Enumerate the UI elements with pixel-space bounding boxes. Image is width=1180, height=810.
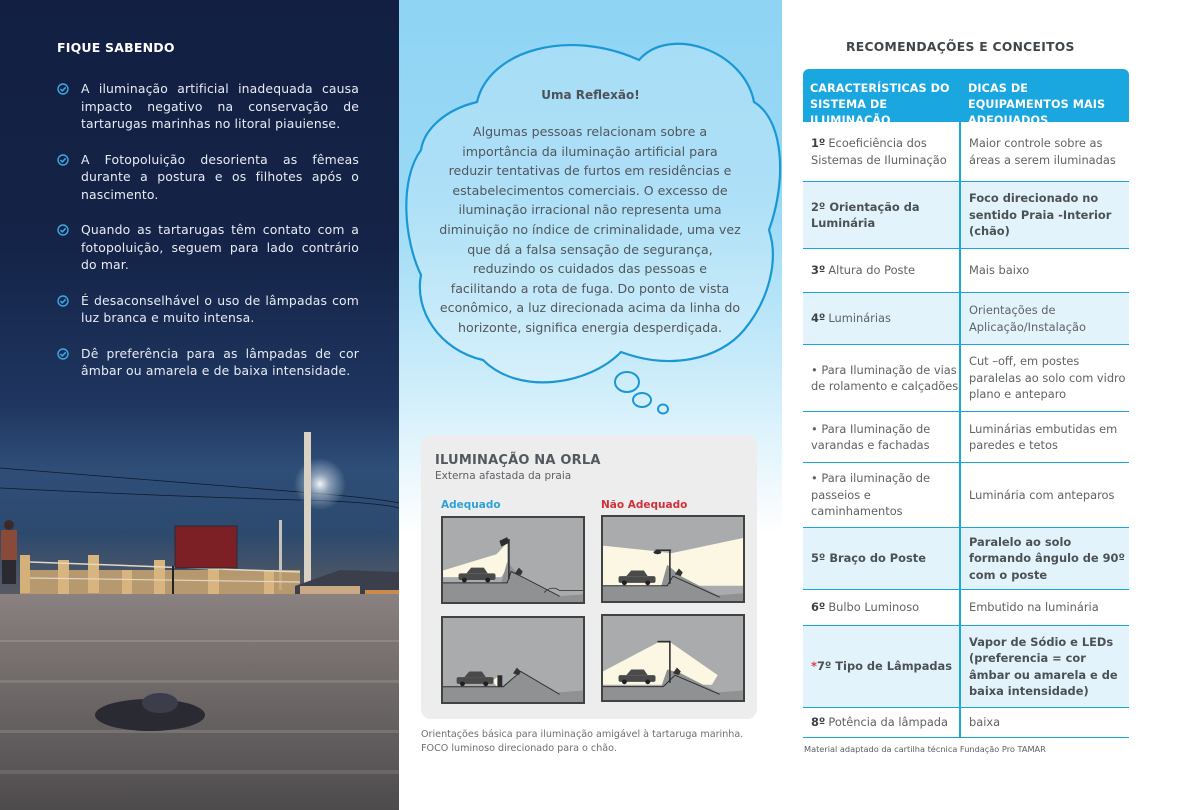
cell-text (811, 362, 959, 395)
row-tip: Cut –off, em postes paralelas ao solo com vidro plano e anteparo (969, 354, 1126, 402)
light-pole (304, 432, 311, 598)
cell-text (811, 310, 891, 327)
reflexao-line: reduzindo os cuidados das pessoas e (473, 261, 707, 277)
table-row (803, 249, 1129, 293)
fact-item (57, 151, 359, 204)
row-tip: Maior controle sobre as áreas a serem iluminadas (969, 136, 1116, 167)
table-row (803, 182, 1129, 249)
check-circle-icon (57, 224, 69, 236)
cell-caracteristica (803, 528, 961, 589)
fact-text: É desaconselhável o uso de lâmpadas com luz branca e muito intensa. (81, 292, 359, 325)
row-label: 7º Tipo de Lâmpadas (816, 659, 953, 674)
cell-dica (961, 412, 1129, 462)
table-row (803, 590, 1129, 626)
person-silhouette (1, 520, 17, 584)
bollard-light (497, 675, 502, 686)
check-circle-icon (57, 154, 69, 166)
row-label: • Para iluminação de passeios e caminhamentos (811, 471, 931, 519)
cell-dica (961, 708, 1129, 737)
table-row (803, 708, 1129, 738)
lamp-head (654, 550, 662, 554)
row-tip: Paralelo ao solo formando ângulo de 90º com o poste (969, 534, 1125, 582)
fique-sabendo-title: FIQUE SABENDO (57, 40, 175, 55)
thought-bubble-medium (633, 393, 651, 407)
row-number: 4º (811, 311, 826, 326)
iluminacao-orla-card (421, 435, 757, 719)
inadequate-street-light-illustration (601, 515, 745, 603)
cell-text (811, 199, 959, 232)
row-label: Altura do Poste (828, 263, 915, 278)
table-body (803, 122, 1129, 738)
cell-text (811, 599, 919, 616)
beach-night-photo (0, 400, 399, 810)
cell-dica (961, 528, 1129, 589)
cell-caracteristica (803, 708, 961, 737)
reflexao-line: econômico, a luz direcionada acima da linha do (439, 300, 741, 316)
lamp-head (499, 537, 509, 547)
pole (669, 549, 671, 583)
cell-text (811, 550, 926, 567)
cell-caracteristica (803, 293, 961, 344)
sand (0, 594, 399, 810)
adequate-low-bollard-illustration (441, 616, 585, 704)
caption-line: Orientações básica para iluminação amigável à tartaruga marinha. (421, 729, 744, 740)
row-label: • Para Iluminação de varandas e fachadas (811, 421, 931, 452)
cell-caracteristica (803, 122, 961, 181)
fact-item (57, 345, 359, 380)
cell-text (811, 421, 959, 454)
caption-line: FOCO luminoso direcionado para o chão. (421, 743, 617, 754)
cell-text (811, 658, 952, 675)
cell-caracteristica (803, 590, 961, 625)
table-row (803, 345, 1129, 412)
pole (669, 641, 671, 683)
fact-text: A iluminação artificial inadequada causa impacto negativo na conservação de tartarugas marinhas no litoral piauiense. (81, 81, 359, 131)
orla-caption (421, 728, 766, 756)
reflexao-panel (399, 0, 782, 810)
reflexao-line: reduzir tentativas de furtos em residências e (448, 163, 732, 179)
row-tip: Mais baixo (969, 263, 1030, 278)
cell-dica (961, 293, 1129, 344)
row-tip: Vapor de Sódio e LEDs (preferencia = cor âmbar ou amarela e de baixa intensidade) (969, 634, 1118, 698)
cell-text (811, 470, 959, 520)
fique-sabendo-panel (0, 0, 399, 810)
fact-text: Dê preferência para as lâmpadas de cor âmbar ou amarela e de baixa intensidade. (81, 345, 359, 378)
table-row (803, 122, 1129, 182)
inadequate-wide-light-illustration (601, 614, 745, 702)
fact-text: Quando as tartarugas têm contato com a fotopoluição, seguem para lado contrário do mar. (81, 222, 359, 272)
turtle-shell (142, 693, 178, 713)
recomendacoes-panel (782, 0, 1180, 810)
label-nao-adequado: Não Adequado (601, 499, 688, 511)
cell-caracteristica (803, 463, 961, 527)
table-header (803, 69, 1129, 127)
row-label: Ecoeficiência dos Sistemas de Iluminação (811, 136, 947, 167)
header-caracteristicas: CARACTERÍSTICAS DO SISTEMA DE ILUMINAÇÃO (810, 82, 950, 127)
orla-subtitle: Externa afastada da praia (435, 470, 572, 482)
cell-dica (961, 590, 1129, 625)
cell-dica (961, 182, 1129, 248)
cell-text (811, 262, 915, 279)
cell-text (811, 714, 948, 731)
table-row (803, 463, 1129, 528)
reflexao-text (435, 122, 745, 338)
row-number: 1º (811, 136, 826, 150)
cell-dica (961, 626, 1129, 707)
fact-item (57, 80, 359, 133)
row-tip: Luminárias embutidas em paredes e tetos (969, 421, 1118, 452)
row-label: Bulbo Luminoso (828, 600, 920, 615)
facts-list (57, 80, 359, 398)
thought-bubble-large (615, 372, 639, 392)
table-row (803, 528, 1129, 590)
orla-title: ILUMINAÇÃO NA ORLA (435, 453, 601, 468)
row-label: Potência da lâmpada (828, 715, 949, 730)
table-row (803, 412, 1129, 463)
row-label: 2º Orientação da Luminária (811, 199, 920, 230)
reflexao-line: estabelecimentos comerciais. O excesso de (452, 182, 728, 198)
check-circle-icon (57, 295, 69, 307)
recomendacoes-title: RECOMENDAÇÕES E CONCEITOS (846, 40, 1075, 54)
cell-caracteristica (803, 249, 961, 292)
reflexao-line: que dá a falsa sensação de segurança, (467, 241, 713, 257)
cell-dica (961, 122, 1129, 181)
header-dicas: DICAS DE EQUIPAMENTOS MAIS ADEQUADOS (968, 82, 1106, 127)
pole (508, 539, 510, 579)
reflexao-line: Algumas pessoas relacionam sobre a (472, 124, 708, 139)
row-tip: baixa (969, 715, 1001, 730)
source-credit: Material adaptado da cartilha técnica Fundação Pro TAMAR (804, 744, 1046, 754)
seawall-fence (20, 555, 300, 594)
table-row (803, 293, 1129, 345)
street-lamp-glow (294, 458, 346, 510)
reflexao-line: iluminação irracional não representa uma (458, 202, 722, 218)
asterisk-mark: * (811, 659, 817, 674)
thought-bubble-small (658, 405, 668, 414)
fact-text: A Fotopoluição desorienta as fêmeas durante a postura e os filhotes após o nascimento. (81, 151, 359, 202)
row-label: 5º Braço do Poste (811, 551, 926, 566)
row-tip: Foco direcionado no sentido Praia -Interior (chão) (969, 191, 1112, 239)
row-tip: Embutido na luminária (969, 600, 1099, 615)
lamp-head (657, 641, 670, 643)
label-adequado: Adequado (441, 499, 501, 511)
fact-item (57, 292, 359, 327)
cell-caracteristica (803, 345, 961, 411)
row-label: Luminárias (828, 311, 891, 326)
cell-dica (961, 345, 1129, 411)
cell-caracteristica (803, 182, 961, 248)
row-number: 3º (811, 263, 826, 278)
adequate-street-light-illustration (441, 516, 585, 604)
check-circle-icon (57, 348, 69, 360)
reflexao-line: diminuição no índice de criminalidade, uma vez (439, 221, 741, 237)
row-number: 8º (811, 715, 826, 730)
row-tip: Orientações de Aplicação/Instalação (969, 303, 1086, 334)
recommendations-table (803, 69, 1129, 738)
cell-dica (961, 249, 1129, 292)
cell-text (811, 135, 959, 168)
table-row (803, 626, 1129, 708)
cell-caracteristica (803, 412, 961, 462)
row-tip: Luminária com anteparos (969, 487, 1115, 502)
row-label: • Para Iluminação de vias de rolamento e calçadões (811, 362, 959, 393)
cell-dica (961, 463, 1129, 527)
row-number: 6º (811, 600, 826, 615)
reflexao-line: facilitando a rota de fuga. Do ponto de vista (450, 280, 730, 296)
cell-caracteristica (803, 626, 961, 707)
check-circle-icon (57, 83, 69, 95)
reflexao-title: Uma Reflexão! (541, 88, 640, 102)
reflexao-line: horizonte, significa energia desperdiçada. (458, 319, 722, 335)
reflexao-line: importância da iluminação artificial para (462, 143, 718, 159)
fact-item (57, 221, 359, 274)
car-icon (457, 671, 494, 686)
